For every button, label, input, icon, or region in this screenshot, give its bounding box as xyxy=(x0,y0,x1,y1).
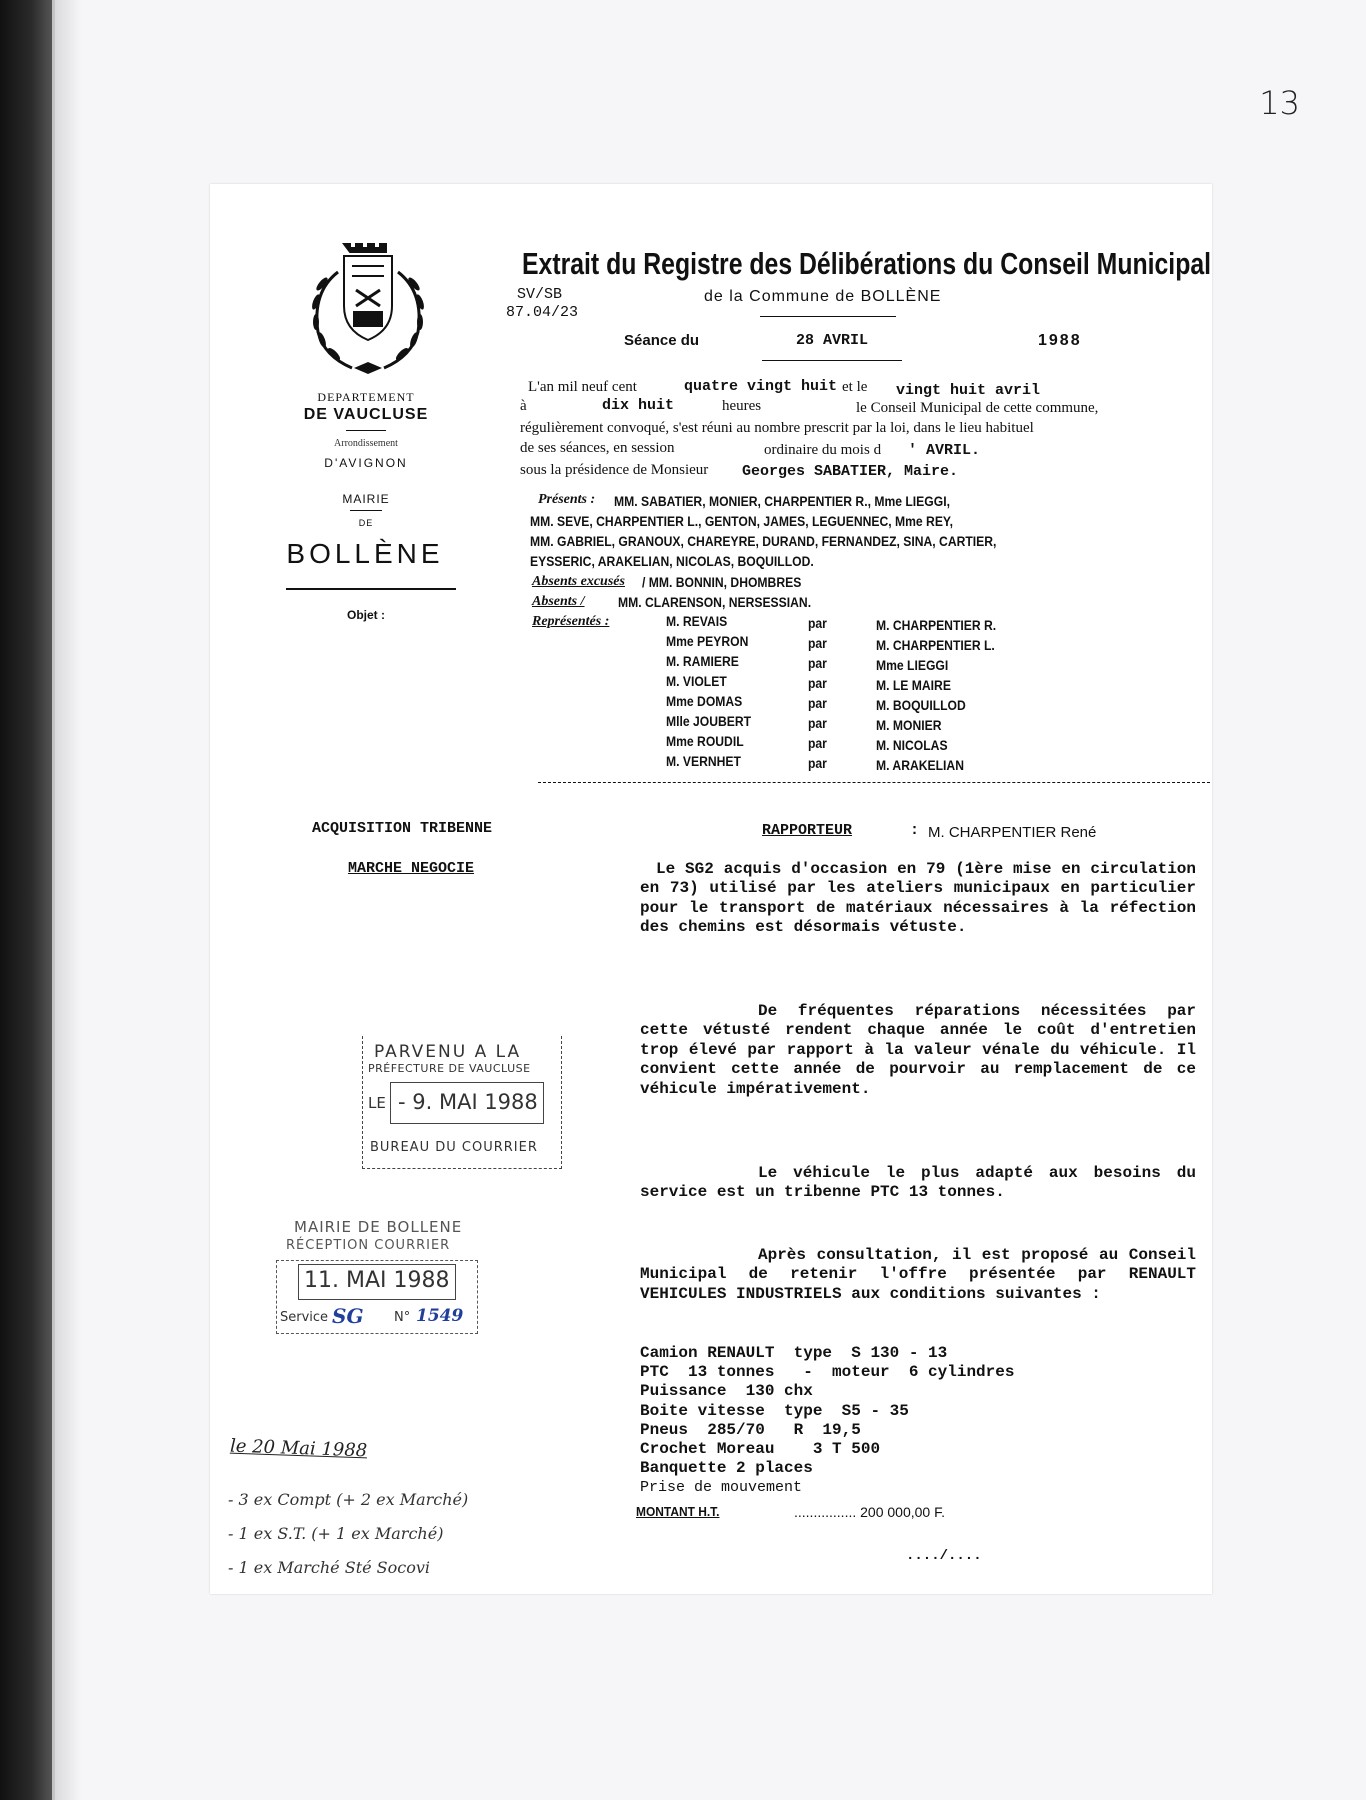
proxy-par: par xyxy=(808,716,827,731)
body-paragraph: De fréquentes réparations nécessitées par cette vétusté rendent chaque année le coût d'entretien trop élevé par rapport à la valeur vénale du véhicule. Il convient cette année de pourvoir au remplacement de ce véhicule impérativement. xyxy=(640,1002,1196,1098)
de-label: DE xyxy=(358,518,374,528)
proxy-par: par xyxy=(808,696,827,711)
reference-line-2: 87.04/23 xyxy=(506,304,579,321)
proxy-holder: M. NICOLAS xyxy=(876,738,948,753)
presents-line-3: MM. GABRIEL, GRANOUX, CHAREYRE, DURAND, FERNANDEZ, SINA, CARTIER, xyxy=(530,534,997,549)
prefecture-line-1: PARVENU A LA xyxy=(374,1042,522,1062)
spec-item: PTC 13 tonnes - moteur 6 cylindres xyxy=(640,1363,1015,1381)
prefecture-stamp xyxy=(362,1036,562,1170)
mairie-service-label: Service xyxy=(280,1310,329,1325)
folio-number: 13 xyxy=(1259,84,1300,122)
proxy-absent: M. REVAIS xyxy=(666,614,728,629)
mairie-date: 11. MAI 1988 xyxy=(304,1268,450,1293)
spec-item: Puissance 130 chx xyxy=(640,1382,813,1400)
preamble-l4-b: ordinaire du mois d xyxy=(764,442,882,458)
proxy-par: par xyxy=(808,656,827,671)
spec-item: Banquette 2 places xyxy=(640,1459,813,1477)
binder-spine xyxy=(0,0,52,1800)
proxy-par: par xyxy=(808,736,827,751)
presents-label: Présents : xyxy=(538,492,596,507)
document-title: Extrait du Registre des Délibérations du Conseil Municipal xyxy=(522,246,1212,281)
montant-label: MONTANT H.T. xyxy=(636,1504,720,1519)
mairie-service-value: SG xyxy=(332,1304,364,1328)
document-sheet xyxy=(210,184,1212,1594)
proxy-par: par xyxy=(808,616,827,631)
prefecture-bureau: BUREAU DU COURRIER xyxy=(370,1140,538,1155)
rapporteur-name: M. CHARPENTIER René xyxy=(928,824,1097,841)
mairie-line-2: RÉCEPTION COURRIER xyxy=(286,1238,451,1253)
proxy-par: par xyxy=(808,756,827,771)
proxy-par: par xyxy=(808,636,827,651)
excuses-names: / MM. BONNIN, DHOMBRES xyxy=(642,575,802,590)
continuation-mark: ..../.... xyxy=(906,1548,982,1564)
body-paragraph: Après consultation, il est proposé au Conseil Municipal de retenir l'offre présentée par RENAULT VEHICULES INDUSTRIELS aux conditions suivantes : xyxy=(640,1246,1196,1303)
preamble-l2-b: dix huit xyxy=(602,397,675,414)
preamble-l3: régulièrement convoqué, s'est réuni au nombre prescrit par la loi, dans le lieu habituel xyxy=(520,420,1034,436)
proxy-absent: Mme DOMAS xyxy=(666,694,743,709)
proxy-holder: M. CHARPENTIER R. xyxy=(876,618,997,633)
preamble-l2-d: le Conseil Municipal de cette commune, xyxy=(856,400,1099,416)
prefecture-line-2: PRÉFECTURE DE VAUCLUSE xyxy=(368,1062,531,1075)
proxy-holder: Mme LIEGGI xyxy=(876,658,949,673)
proxy-absent: M. VERNHET xyxy=(666,754,741,769)
absents-label: Absents / xyxy=(532,594,585,609)
montant-value: ................ 200 000,00 F. xyxy=(794,1504,945,1520)
seance-year: 1988 xyxy=(1038,332,1082,349)
proxy-absent: Mlle JOUBERT xyxy=(666,714,752,729)
preamble-l5-a: sous la présidence de Monsieur xyxy=(520,462,709,478)
preamble-l1-b: quatre vingt huit xyxy=(684,378,838,395)
proxy-absent: Mme PEYRON xyxy=(666,634,749,649)
rapporteur-colon: : xyxy=(910,822,920,839)
objet-label: Objet : xyxy=(347,608,385,622)
proxy-holder: M. LE MAIRE xyxy=(876,678,951,693)
spec-item: Crochet Moreau 3 T 500 xyxy=(640,1440,881,1458)
body-paragraph: Le SG2 acquis d'occasion en 79 (1ère mise en circulation en 73) utilisé par les ateliers municipaux en particulier pour le transport de matériaux nécessaires à la réfection des chemins est désormais vétuste. xyxy=(640,860,1196,937)
proxy-absent: M. VIOLET xyxy=(666,674,727,689)
spec-item: Pneus 285/70 R 19,5 xyxy=(640,1421,861,1439)
proxy-holder: M. MONIER xyxy=(876,718,942,733)
proxy-absent: Mme ROUDIL xyxy=(666,734,744,749)
spec-item: Camion RENAULT type S 130 - 13 xyxy=(640,1344,948,1362)
proxy-holder: M. CHARPENTIER L. xyxy=(876,638,995,653)
preamble-l2-a: à xyxy=(520,398,527,414)
handwritten-note: - 3 ex Compt (+ 2 ex Marché) xyxy=(228,1490,469,1509)
proxy-absent: M. RAMIERE xyxy=(666,654,739,669)
commune-subtitle: de la Commune de BOLLÈNE xyxy=(704,288,942,305)
handwritten-note: - 1 ex S.T. (+ 1 ex Marché) xyxy=(228,1524,444,1543)
proxy-holder: M. BOQUILLOD xyxy=(876,698,966,713)
rapporteur-label: RAPPORTEUR xyxy=(762,822,853,839)
presents-line-2: MM. SEVE, CHARPENTIER L., GENTON, JAMES, LEGUENNEC, Mme REY, xyxy=(530,514,954,529)
subject-line-2: MARCHE NEGOCIE xyxy=(348,860,475,877)
mairie-label: MAIRIE xyxy=(342,492,390,506)
handwritten-date: le 20 Mai 1988 xyxy=(229,1435,368,1462)
preamble-l4-a: de ses séances, en session xyxy=(520,440,675,456)
arrondissement-name: D'AVIGNON xyxy=(324,456,408,470)
handwritten-note: - 1 ex Marché Sté Socovi xyxy=(228,1558,431,1577)
presents-line-1: MM. SABATIER, MONIER, CHARPENTIER R., Mme LIEGGI, xyxy=(614,494,950,509)
mairie-stamp xyxy=(276,1218,496,1358)
prefecture-date: - 9. MAI 1988 xyxy=(398,1090,538,1114)
separator-dashed xyxy=(538,782,1210,783)
mairie-line-1: MAIRIE DE BOLLENE xyxy=(294,1218,463,1236)
preamble-l2-c: heures xyxy=(722,398,762,414)
departement-label: DEPARTEMENT xyxy=(317,390,415,404)
presents-line-4: EYSSERIC, ARAKELIAN, NICOLAS, BOQUILLOD. xyxy=(530,554,814,569)
seance-date: 28 AVRIL xyxy=(796,332,869,349)
proxy-holder: M. ARAKELIAN xyxy=(876,758,964,773)
town-name: BOLLÈNE xyxy=(286,538,444,569)
reference-line-1: SV/SB xyxy=(517,286,563,303)
body-paragraph: Le véhicule le plus adapté aux besoins du service est un tribenne PTC 13 tonnes. xyxy=(640,1164,1196,1202)
prefecture-le: LE xyxy=(368,1094,386,1112)
proxy-par: par xyxy=(808,676,827,691)
mairie-no-value: 1549 xyxy=(416,1306,464,1326)
preamble-l4-c: ' AVRIL. xyxy=(908,442,981,459)
seance-label: Séance du xyxy=(624,332,700,349)
arrondissement-label: Arrondissement xyxy=(334,438,398,449)
subject-line-1: ACQUISITION TRIBENNE xyxy=(312,820,493,837)
representes-label: Représentés : xyxy=(532,614,610,629)
excuses-label: Absents excusés xyxy=(532,574,625,589)
departement-name: DE VAUCLUSE xyxy=(303,406,429,423)
spec-item: Boite vitesse type S5 - 35 xyxy=(640,1402,909,1420)
coat-of-arms-icon xyxy=(298,232,438,382)
spec-prise: Prise de mouvement xyxy=(640,1479,803,1496)
preamble-l1-a: L'an mil neuf cent xyxy=(528,379,637,395)
preamble-l1-d: vingt huit avril xyxy=(896,382,1041,399)
absents-names: MM. CLARENSON, NERSESSIAN. xyxy=(618,595,812,610)
preamble-l5-b: Georges SABATIER, Maire. xyxy=(742,463,959,480)
preamble-l1-c: et le xyxy=(842,379,868,395)
mairie-no-label: N° xyxy=(394,1310,411,1325)
